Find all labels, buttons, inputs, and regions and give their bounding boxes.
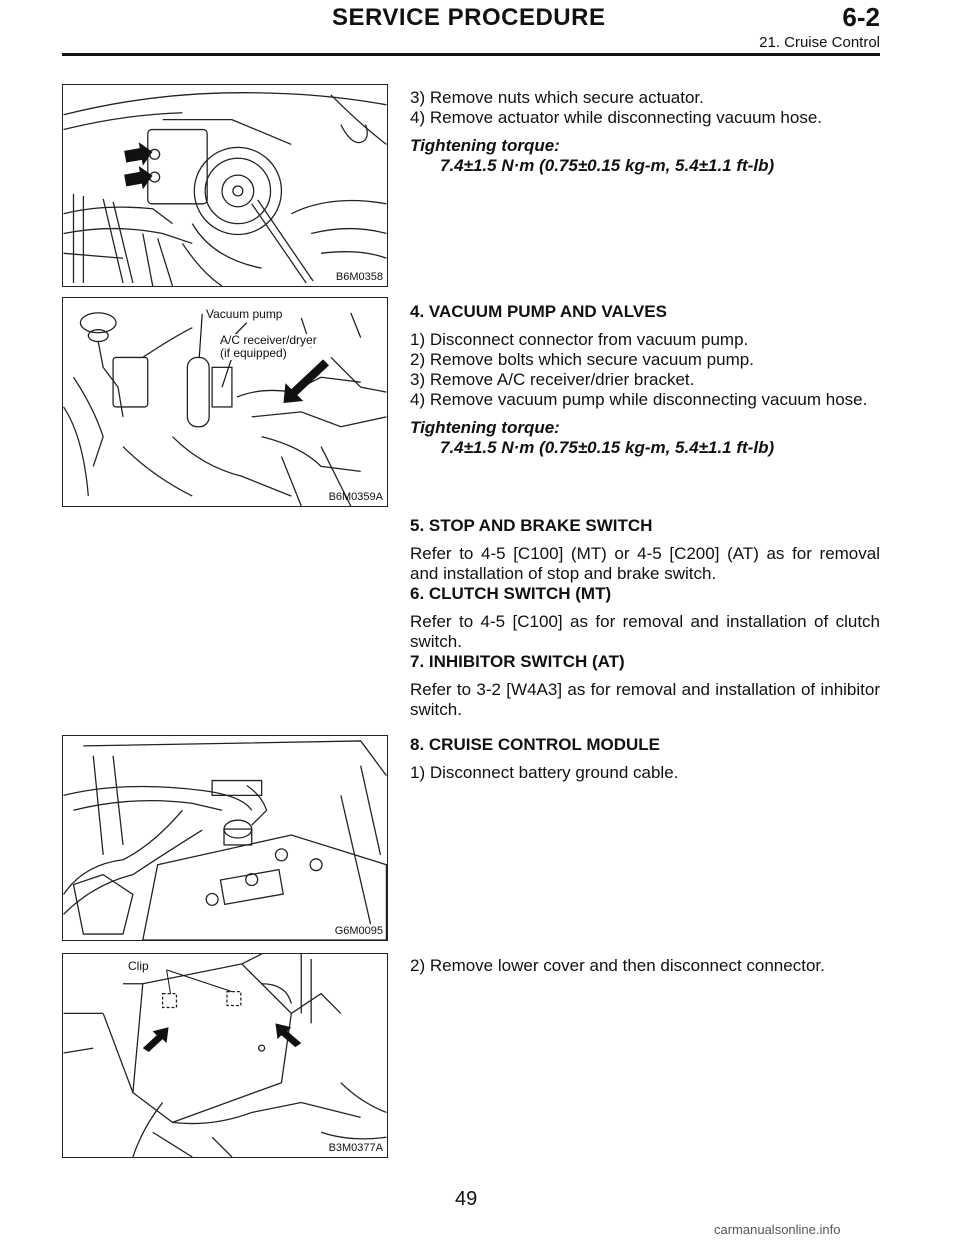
step-text: 1) Disconnect battery ground cable. bbox=[410, 763, 679, 782]
section-text: Refer to 3-2 [W4A3] as for removal and installation of inhibitor switch. bbox=[410, 680, 880, 719]
step-text: 2) Remove bolts which secure vacuum pump. bbox=[410, 350, 754, 369]
figure-vacuum-pump bbox=[62, 297, 388, 507]
watermark: carmanualsonline.info bbox=[714, 1222, 841, 1237]
figure-code: B6M0358 bbox=[335, 271, 383, 283]
label-if-equipped: (if equipped) bbox=[220, 346, 287, 360]
header-title: SERVICE PROCEDURE bbox=[332, 4, 606, 31]
figure-actuator bbox=[62, 84, 388, 287]
figure-code: B6M0359A bbox=[328, 491, 383, 503]
actuator-illustration bbox=[63, 85, 387, 286]
figure-battery bbox=[62, 735, 388, 941]
label-vacuum-pump: Vacuum pump bbox=[206, 307, 283, 321]
header-rule bbox=[62, 53, 880, 56]
torque-label: Tightening torque: bbox=[410, 136, 560, 155]
figure-code: G6M0095 bbox=[334, 925, 383, 937]
vacuum-pump-illustration bbox=[63, 298, 387, 506]
section-heading: 7. INHIBITOR SWITCH (AT) bbox=[410, 652, 625, 671]
torque-value: 7.4±1.5 N·m (0.75±0.15 kg-m, 5.4±1.1 ft-lb) bbox=[440, 438, 775, 457]
section-subtitle: 21. Cruise Control bbox=[759, 34, 880, 51]
page-header bbox=[62, 0, 880, 56]
page-number: 49 bbox=[455, 1188, 478, 1210]
vacuum-pump-section bbox=[410, 302, 880, 458]
label-clip: Clip bbox=[128, 959, 149, 973]
section-heading: 8. CRUISE CONTROL MODULE bbox=[410, 735, 660, 754]
lower-cover-step bbox=[410, 956, 880, 976]
section-text: Refer to 4-5 [C100] (MT) or 4-5 [C200] (AT) as for removal and installation of stop and brake switch. bbox=[410, 544, 880, 583]
section-heading: 5. STOP AND BRAKE SWITCH bbox=[410, 516, 653, 535]
section-heading: 6. CLUTCH SWITCH (MT) bbox=[410, 584, 612, 603]
lower-cover-illustration bbox=[63, 954, 387, 1157]
figure-code: B3M0377A bbox=[328, 1142, 383, 1154]
step-text: 3) Remove nuts which secure actuator. bbox=[410, 88, 704, 107]
step-text: 1) Disconnect connector from vacuum pump. bbox=[410, 330, 749, 349]
figure-lower-cover bbox=[62, 953, 388, 1158]
torque-label: Tightening torque: bbox=[410, 418, 560, 437]
cruise-module-section bbox=[410, 735, 880, 783]
label-ac-receiver: A/C receiver/dryer bbox=[220, 333, 317, 347]
step-text: 4) Remove actuator while disconnecting vacuum hose. bbox=[410, 108, 822, 127]
actuator-steps bbox=[410, 88, 880, 176]
section-heading: 4. VACUUM PUMP AND VALVES bbox=[410, 302, 667, 321]
step-text: 4) Remove vacuum pump while disconnecting vacuum hose. bbox=[410, 390, 868, 409]
section-number: 6-2 bbox=[842, 2, 880, 32]
section-text: Refer to 4-5 [C100] as for removal and installation of clutch switch. bbox=[410, 612, 880, 651]
step-text: 2) Remove lower cover and then disconnect connector. bbox=[410, 956, 825, 975]
step-text: 3) Remove A/C receiver/drier bracket. bbox=[410, 370, 695, 389]
torque-value: 7.4±1.5 N·m (0.75±0.15 kg-m, 5.4±1.1 ft-lb) bbox=[440, 156, 775, 175]
switch-sections bbox=[410, 516, 880, 720]
battery-illustration bbox=[63, 736, 387, 940]
